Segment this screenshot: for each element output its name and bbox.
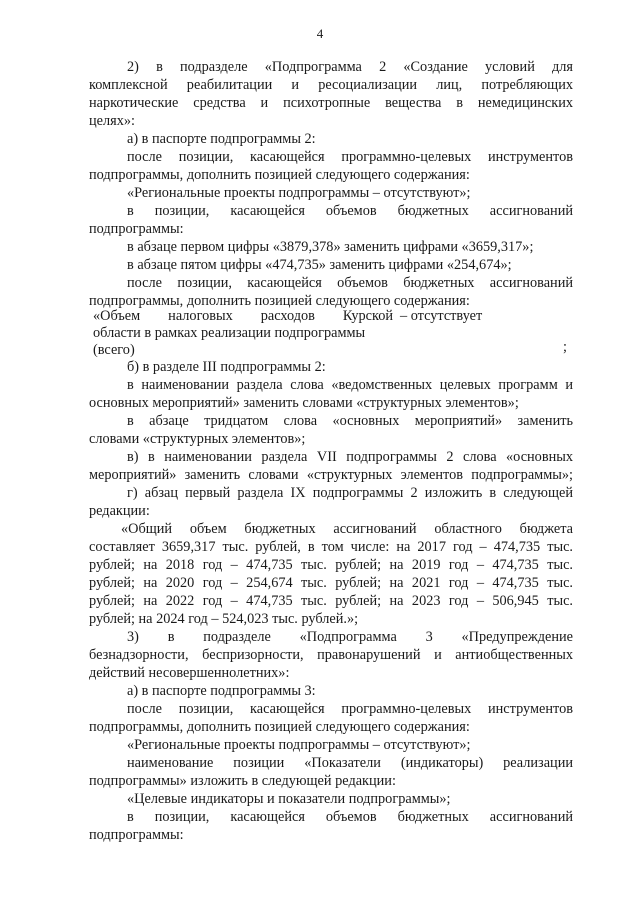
paragraph-line: редакции: [89,503,150,519]
paragraph-line: составляет 3659,317 тыс. рублей, в том числе: на 2017 год – 474,735 тыс. [89,539,573,555]
table-entry-name: «Объем налоговых расходов Курской [93,308,393,324]
paragraph-line: наименование позиции «Показатели (индикаторы) реализации [127,755,573,771]
paragraph-line: а) в паспорте подпрограммы 2: [127,131,316,147]
paragraph-line: 3) в подразделе «Подпрограмма 3 «Предупреждение [127,629,573,645]
paragraph-line: подпрограммы: [89,827,184,843]
paragraph-line: «Целевые индикаторы и показатели подпрограммы»; [127,791,451,807]
paragraph-line: в абзаце первом цифры «3879,378» заменить цифрами «3659,317»; [127,239,534,255]
paragraph-line: «Региональные проекты подпрограммы – отсутствуют»; [127,185,471,201]
paragraph-line: в позиции, касающейся объемов бюджетных ассигнований [127,203,573,219]
table-entry-value: – отсутствует [400,308,483,324]
paragraph-line: безнадзорности, беспризорности, правонарушений и антиобщественных [89,647,573,663]
paragraph-line: б) в разделе III подпрограммы 2: [127,359,326,375]
paragraph-line: в абзаце тридцатом слова «основных мероприятий» заменить [127,413,573,429]
paragraph-line: г) абзац первый раздела IX подпрограммы 2 изложить в следующей [127,485,573,501]
paragraph-line: в наименовании раздела слова «ведомственных целевых программ и [127,377,573,393]
paragraph-line: словами «структурных элементов»; [89,431,306,447]
paragraph-line: после позиции, касающейся программно-целевых инструментов [127,149,573,165]
paragraph-line: целях»: [89,113,135,129]
paragraph-line: основных мероприятий» заменить словами «структурных элементов»; [89,395,519,411]
paragraph-line: подпрограммы, дополнить позицией следующего содержания: [89,167,470,183]
paragraph-line: рублей; на 2024 год – 524,023 тыс. рублей.»; [89,611,359,627]
paragraph-line: подпрограммы: [89,221,184,237]
paragraph-line: в позиции, касающейся объемов бюджетных ассигнований [127,809,573,825]
paragraph-line: наркотические средства и психотропные вещества в немедицинских [89,95,573,111]
page-number: 4 [316,26,324,41]
paragraph-line: после позиции, касающейся объемов бюджетных ассигнований [127,275,573,291]
paragraph-line: после позиции, касающейся программно-целевых инструментов [127,701,573,717]
table-entry-semicolon: ; [563,339,567,355]
paragraph-line: рублей; на 2020 год – 254,674 тыс. рублей; на 2021 год – 474,735 тыс. [89,575,573,591]
paragraph-line: подпрограммы, дополнить позицией следующего содержания: [89,719,470,735]
table-entry-line: области в рамках реализации подпрограммы [93,325,366,341]
paragraph-line: «Региональные проекты подпрограммы – отсутствуют»; [127,737,471,753]
paragraph-line: а) в паспорте подпрограммы 3: [127,683,316,699]
paragraph-line: рублей; на 2022 год – 474,735 тыс. рублей; на 2023 год – 506,945 тыс. [89,593,573,609]
paragraph-line: «Общий объем бюджетных ассигнований областного бюджета [121,521,573,537]
paragraph-line: подпрограммы» изложить в следующей редакции: [89,773,396,789]
table-entry-line: (всего) [93,342,135,358]
paragraph-line: мероприятий» заменить словами «структурных элементов подпрограммы»; [89,467,573,483]
paragraph-line: в) в наименовании раздела VII подпрограммы 2 слова «основных [127,449,573,465]
paragraph-line: действий несовершеннолетних»: [89,665,290,681]
paragraph-line: комплексной реабилитации и ресоциализации лиц, потребляющих [89,77,573,93]
paragraph-line: рублей; на 2018 год – 474,735 тыс. рублей; на 2019 год – 474,735 тыс. [89,557,573,573]
paragraph-line: 2) в подразделе «Подпрограмма 2 «Создание условий для [127,59,573,75]
paragraph-line: подпрограммы, дополнить позицией следующего содержания: [89,293,470,309]
paragraph-line: в абзаце пятом цифры «474,735» заменить цифрами «254,674»; [127,257,512,273]
